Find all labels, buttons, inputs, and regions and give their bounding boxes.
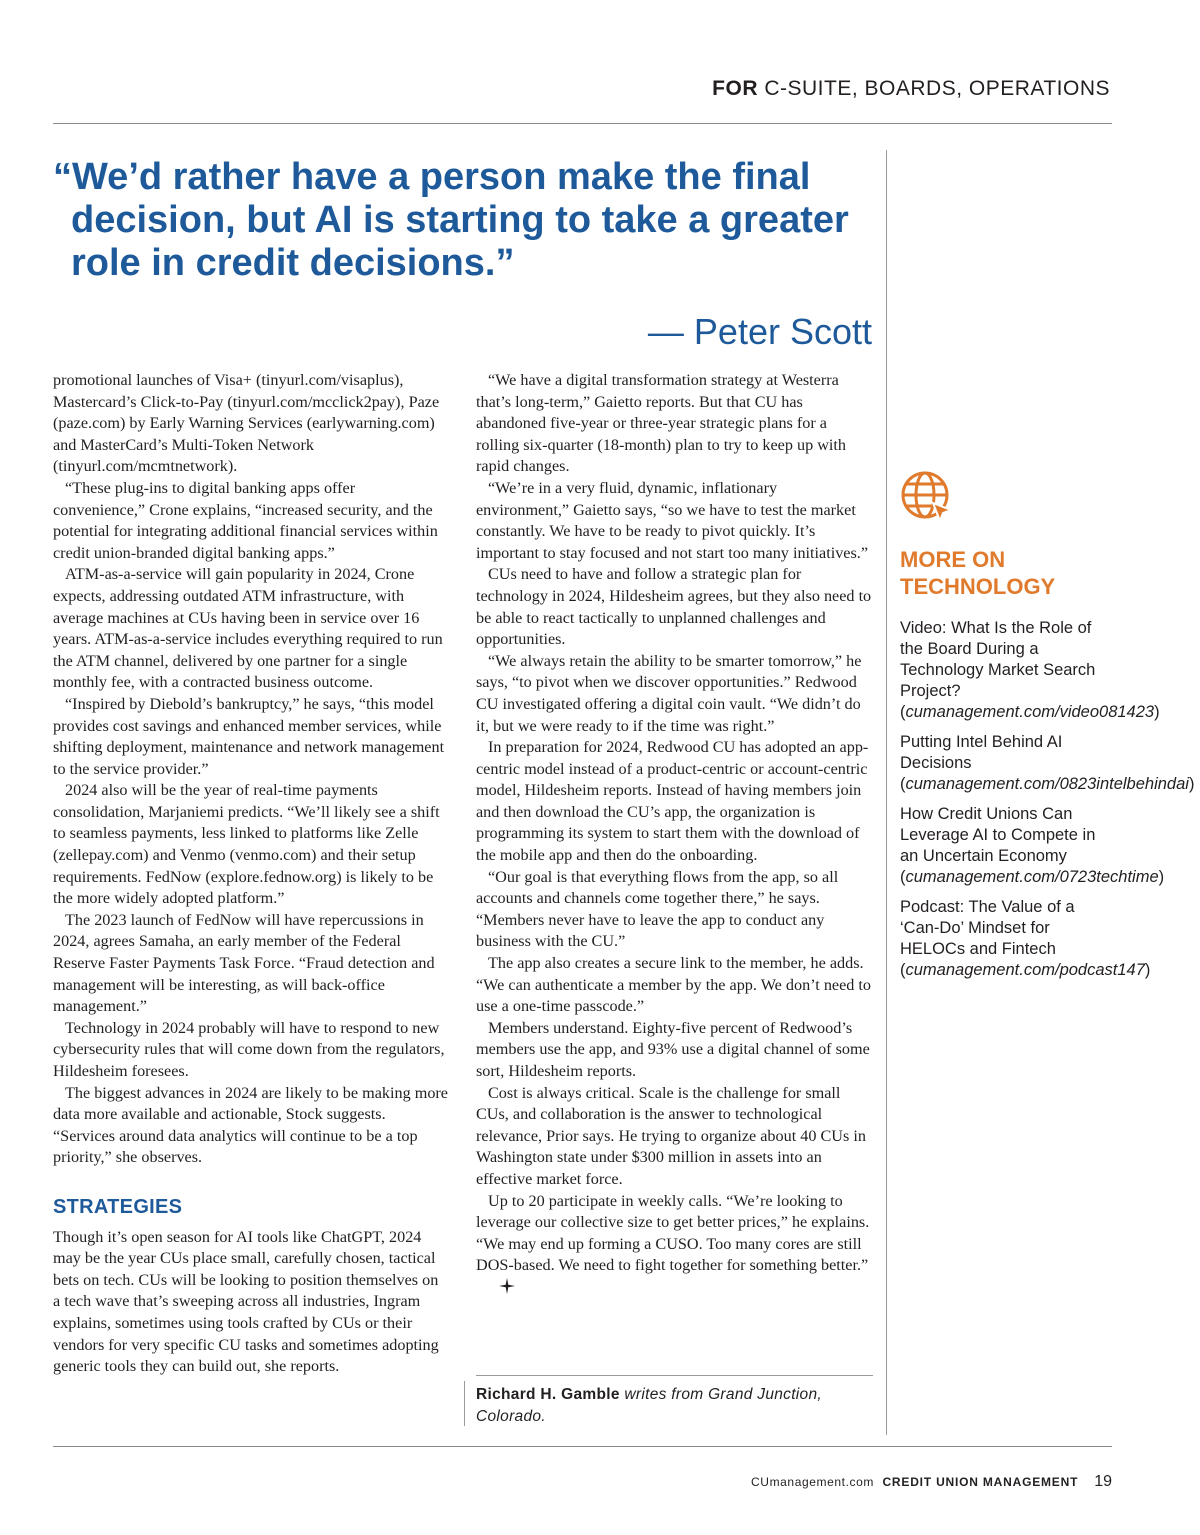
globe-cursor-icon: [900, 470, 956, 526]
byline-rule: [476, 1375, 873, 1376]
sidebar-link-url[interactable]: cumanagement.com/podcast147: [905, 961, 1145, 979]
left-paragraph: “Inspired by Diebold’s bankruptcy,” he says, “this model provides cost savings and enhanced member services, while shifting deployment, maintenance and network management to the service provider.”: [53, 694, 445, 778]
section-header-bold: FOR: [712, 77, 758, 100]
middle-paragraph: [476, 1191, 874, 1302]
middle-paragraph: “We always retain the ability to be smarter tomorrow,” he says, “to pivot when we discover opportunities.” Redwood CU investigated offering a digital coin vault. “We didn’t do it, but we were ready to if the time was right.”: [476, 651, 862, 735]
sidebar-link-title: How Credit Unions Can Leverage AI to Compete in an Uncertain Economy: [900, 805, 1096, 865]
middle-paragraph: “Our goal is that everything flows from the app, so all accounts and channels come together there,” he says. “Members never have to leave the app to conduct any business with the CU.”: [476, 867, 839, 951]
left-paragraph: The 2023 launch of FedNow will have repercussions in 2024, agrees Samaha, an early member of the Federal Reserve Faster Payments Task Force. “Fraud detection and management will be interesting, as will back-office management.”: [53, 910, 435, 1016]
middle-paragraph: Members understand. Eighty-five percent of Redwood’s members use the app, and 93% use a digital channel of some sort, Hildesheim reports.: [476, 1018, 870, 1080]
sidebar-title: [900, 546, 1115, 600]
middle-paragraph: “We have a digital transformation strategy at Westerra that’s long-term,” Gaietto reports. But that CU has abandoned five-year or three-year strategic plans for a rolling six-quarter (18-month) plan to try to keep up with rapid changes.: [476, 371, 846, 476]
sidebar-divider: [886, 150, 887, 1435]
left-paragraph: promotional launches of Visa+ (tinyurl.com/visaplus), Mastercard’s Click-to-Pay (tinyurl.com/mcclick2pay), Paze (paze.com) by Early Warning Services (earlywarning.com) and MasterCard’s Multi-Token Network (tinyurl.com/mcmtnetwork).: [53, 371, 440, 476]
sidebar-link-item[interactable]: Video: What Is the Role of the Board During a Technology Market Search Project? (cumanagement.com/video081423): [900, 619, 1160, 721]
left-paragraph: Technology in 2024 probably will have to respond to new cybersecurity rules that will come down from the regulators, Hildesheim foresees.: [53, 1018, 445, 1080]
middle-column: [476, 370, 874, 1302]
page-footer: [751, 1473, 1112, 1491]
left-column: [53, 370, 448, 1378]
last-paragraph-text: Up to 20 participate in weekly calls. “We’re looking to leverage our collective size to get better prices,” he explains. “We may end up forming a CUSO. Too many cores are still DOS-based. We need to fight together for something better.”: [476, 1191, 870, 1275]
top-rule: [53, 123, 1112, 124]
sidebar-link-item[interactable]: Podcast: The Value of a ‘Can-Do’ Mindset for HELOCs and Fintech (cumanagement.com/podcast147): [900, 898, 1151, 979]
pull-quote: “We’d rather have a person make the final decision, but AI is starting to take a greater role in credit decisions.”: [53, 156, 849, 284]
section-header: [712, 77, 1110, 101]
middle-paragraph: In preparation for 2024, Redwood CU has adopted an app-centric model instead of a product-centric or account-centric model, Hildesheim reports. Instead of having members join and then download the CU’s app, the organization is programming its system to start them with the download of the mobile app and then do the onboarding.: [476, 738, 869, 865]
sidebar-link-title: Podcast: The Value of a ‘Can-Do’ Mindset for HELOCs and Fintech: [900, 898, 1075, 958]
left-paragraph: Though it’s open season for AI tools like ChatGPT, 2024 may be the year CUs place small, carefully chosen, tactical bets on tech. CUs will be looking to position themselves on a tech wave that’s sweeping across all industries, Ingram explains, sometimes using tools crafted by CUs or their vendors for very specific CU tasks and sometimes adopting generic tools they can build out, she reports.: [53, 1227, 439, 1376]
middle-paragraph: CUs need to have and follow a strategic plan for technology in 2024, Hildesheim agrees, but they also need to be able to react tactically to unplanned challenges and opportunities.: [476, 565, 872, 649]
sidebar-link-url[interactable]: cumanagement.com/0823intelbehindai: [905, 775, 1189, 793]
sidebar-link-item[interactable]: How Credit Unions Can Leverage AI to Compete in an Uncertain Economy (cumanagement.com/0723techtime): [900, 805, 1165, 886]
middle-paragraph: “We’re in a very fluid, dynamic, inflationary environment,” Gaietto says, “so we have to test the market constantly. We have to be ready to pivot quickly. It’s important to stay focused and not start too many initiatives.”: [476, 478, 869, 562]
section-header-rest: C-SUITE, BOARDS, OPERATIONS: [764, 77, 1110, 100]
author-name: Richard H. Gamble: [476, 1386, 620, 1403]
sidebar-link-url[interactable]: cumanagement.com/video081423: [905, 703, 1155, 721]
bottom-rule: [53, 1446, 1112, 1447]
sidebar-link-url[interactable]: cumanagement.com/0723techtime: [905, 868, 1159, 886]
page-number: 19: [1094, 1473, 1112, 1490]
sidebar-title-line1: MORE ON: [900, 547, 1006, 572]
end-of-story-icon: [486, 1277, 516, 1302]
sidebar-link-title: Video: What Is the Role of the Board During a Technology Market Search Project?: [900, 619, 1096, 700]
middle-paragraph: The app also creates a secure link to the member, he adds. “We can authenticate a member by the app. We don’t need to use a one-time passcode.”: [476, 954, 872, 1016]
sidebar-title-line2: TECHNOLOGY: [900, 574, 1056, 599]
byline-divider: [464, 1381, 465, 1426]
left-paragraph: “These plug-ins to digital banking apps offer convenience,” Crone explains, “increased security, and the potential for integrating additional financial services within credit union-branded digital banking apps.”: [53, 478, 438, 562]
left-paragraph: 2024 also will be the year of real-time payments consolidation, Marjaniemi predicts. “We’ll likely see a shift to seamless payments, less linked to platforms like Zelle (zellepay.com) and Venmo (venmo.com) and their setup requirements. FedNow (explore.fednow.org) is likely to be the more widely adopted platform.”: [53, 781, 440, 908]
footer-site: CUmanagement.com: [751, 1475, 875, 1489]
author-byline: [476, 1384, 873, 1428]
pull-quote-attribution: — Peter Scott: [647, 311, 872, 352]
sidebar-link-item[interactable]: Putting Intel Behind AI Decisions (cumanagement.com/0823intelbehindai): [900, 733, 1195, 793]
sidebar-more-on-technology: [900, 470, 1195, 990]
left-paragraph: ATM-as-a-service will gain popularity in 2024, Crone expects, addressing outdated ATM infrastructure, with average machines at CUs having been in service over 16 years. ATM-as-a-service includes everything required to run the ATM channel, delivered by one partner for a single monthly fee, with a contracted business outcome.: [53, 565, 443, 692]
left-paragraph: The biggest advances in 2024 are likely to be making more data more available and actionable, Stock suggests. “Services around data analytics will continue to be a top priority,” she observes.: [53, 1083, 448, 1167]
middle-paragraph: Cost is always critical. Scale is the challenge for small CUs, and collaboration is the answer to technological relevance, Prior says. He trying to organize about 40 CUs in Washington state under $300 million in assets into an effective market force.: [476, 1083, 866, 1188]
footer-magazine: CREDIT UNION MANAGEMENT: [882, 1475, 1079, 1489]
author-location: writes from Grand Junction, Colorado.: [476, 1386, 823, 1425]
sidebar-link-title: Putting Intel Behind AI Decisions: [900, 733, 1063, 772]
strategies-subhead: STRATEGIES: [53, 1195, 183, 1218]
